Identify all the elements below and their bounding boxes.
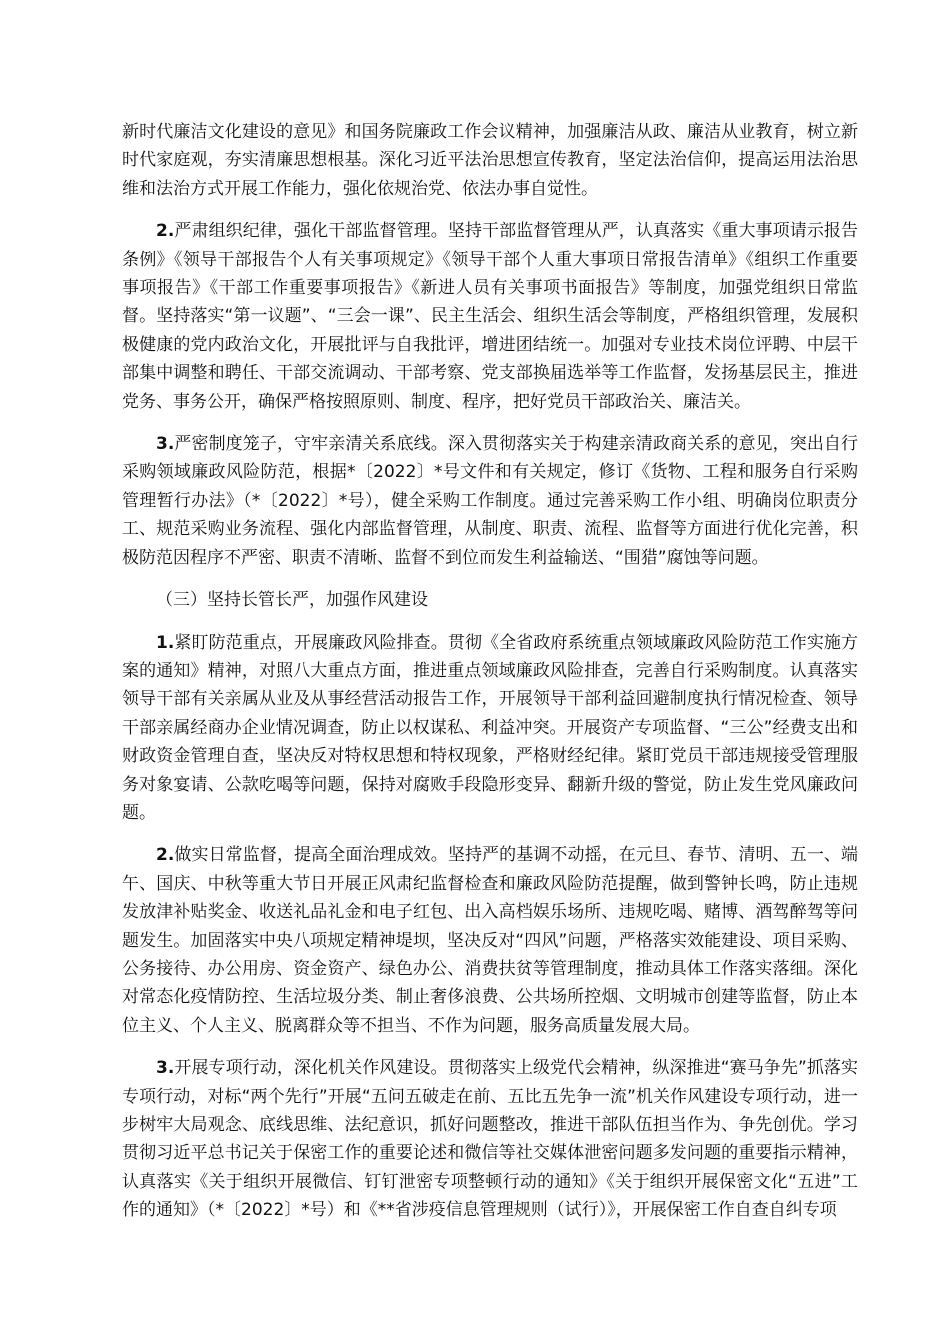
paragraph-text: 紧盯防范重点，开展廉政风险排查。贯彻《全省政府系统重点领域廉政风险防范工作实施方案的通知》精神，对照八大重点方面，推进重点领域廉政风险排查，完善自行采购制度。认真落实领导干部有关亲属从业及从事经营活动报告工作，开展领导干部利益回避制度执行情况检查、领导干部亲属经商办企业情况调查，防止以权谋私、利益冲突。开展资产专项监督、“三公”经费支出和财政资金管理自查，坚决反对特权思想和特权现象，严格财经纪律。紧盯党员干部违规接受管理服务对象宴请、公款吃喝等问题，保持对腐败手段隐形变异、翻新升级的警觉，防止发生党风廉政问题。 (122, 632, 858, 823)
paragraph-item-3-system (122, 430, 858, 572)
paragraph-item-1-risk (122, 629, 858, 828)
item-number: 2. (156, 221, 175, 242)
paragraph-text: 开展专项行动，深化机关作风建设。贯彻落实上级党代会精神，纵深推进“赛马争先”抓落实专项行动，对标“两个先行”开展“五问五破走在前、五比五先争一流”机关作风建设专项行动，进一步树牢大局观念、底线思维、法纪意识，抓好问题整改，推进干部队伍担当作为、争先创优。学习贯彻习近平总书记关于保密工作的重要论述和微信等社交媒体泄密问题多发问题的重要指示精神，认真落实《关于组织开展微信、钉钉泄密专项整顿行动的通知》《关于组织开展保密文化“五进”工作的通知》（*〔2022〕*号）和《**省涉疫信息管理规则（试行）》，开展保密工作自查自纠专项 (122, 1058, 858, 1221)
paragraph-continuation (122, 118, 858, 203)
item-number: 3. (156, 1058, 175, 1079)
paragraph-item-2-supervision (122, 841, 858, 1040)
item-number: 2. (156, 845, 175, 866)
paragraph-text: 严密制度笼子，守牢亲清关系底线。深入贯彻落实关于构建亲清政商关系的意见，突出自行采购领域廉政风险防范，根据*〔2022〕*号文件和有关规定，修订《货物、工程和服务自行采购管理暂行办法》（*〔2022〕*号），健全采购工作制度。通过完善采购工作小组、明确岗位职责分工、规范采购业务流程、强化内部监督管理，从制度、职责、流程、监督等方面进行优化完善，积极防范因程序不严密、职责不清晰、监督不到位而发生利益输送、“围猎”腐蚀等问题。 (122, 434, 858, 568)
item-number: 1. (156, 632, 175, 653)
paragraph-text: 严肃组织纪律，强化干部监督管理。坚持干部监督管理从严，认真落实《重大事项请示报告条例》《领导干部报告个人有关事项规定》《领导干部个人重大事项日常报告清单》《组织工作重要事项报告》《干部工作重要事项报告》《新进人员有关事项书面报告》等制度，加强党组织日常监督。坚持落实“第一议题”、“三会一课”、民主生活会、组织生活会等制度，严格组织管理，发展积极健康的党内政治文化，开展批评与自我批评，增进团结统一。加强对专业技术岗位评聘、中层干部集中调整和聘任、干部交流调动、干部考察、党支部换届选举等工作监督，发扬基层民主，推进党务、事务公开，确保严格按照原则、制度、程序，把好党员干部政治关、廉洁关。 (122, 221, 858, 412)
paragraph-text: 做实日常监督，提高全面治理成效。坚持严的基调不动摇，在元旦、春节、清明、五一、端午、国庆、中秋等重大节日开展正风肃纪监督检查和廉政风险防范提醒，做到警钟长鸣，防止违规发放津补贴奖金、收送礼品礼金和电子红包、出入高档娱乐场所、违规吃喝、赌博、酒驾醉驾等问题发生。加固落实中央八项规定精神堤坝，坚决反对“四风”问题，严格落实效能建设、项目采购、公务接待、办公用房、资金资产、绿色办公、消费扶贫等管理制度，推动具体工作落实落细。深化对常态化疫情防控、生活垃圾分类、制止奢侈浪费、公共场所控烟、文明城市创建等监督，防止本位主义、个人主义、脱离群众等不担当、不作为问题，服务高质量发展大局。 (122, 845, 858, 1036)
paragraph-text: 新时代廉洁文化建设的意见》和国务院廉政工作会议精神，加强廉洁从政、廉洁从业教育，树立新时代家庭观，夯实清廉思想根基。深化习近平法治思想宣传教育，坚定法治信仰，提高运用法治思维和法治方式开展工作能力，强化依规治党、依法办事自觉性。 (122, 122, 858, 199)
paragraph-item-3-action (122, 1054, 858, 1224)
document-page (122, 118, 858, 1225)
section-heading: （三）坚持长管长严，加强作风建设 (156, 590, 428, 611)
item-number: 3. (156, 434, 175, 455)
paragraph-item-2-discipline (122, 217, 858, 416)
